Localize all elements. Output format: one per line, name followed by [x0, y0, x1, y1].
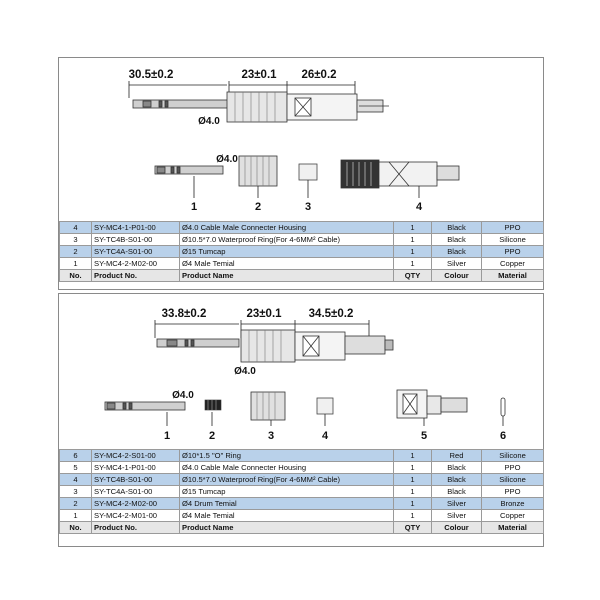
cell-no: 3 [60, 486, 92, 498]
cell-no: 1 [60, 510, 92, 522]
cell-product-name: Ø4.0 Cable Male Connecter Housing [180, 222, 394, 234]
cell-qty: 1 [394, 474, 432, 486]
part-number: 1 [163, 430, 171, 442]
table-header-row [60, 522, 544, 534]
table-row [60, 234, 544, 246]
assembly-1-drawing [59, 58, 543, 220]
cell-product-no: SY-MC4-2-M02-00 [92, 498, 180, 510]
header-colour: Colour [432, 270, 482, 282]
tumcap-part-drawing [251, 392, 285, 420]
part-number: 5 [420, 430, 428, 442]
cell-colour: Red [432, 450, 482, 462]
cell-material: Silicone [482, 450, 544, 462]
assembly-panel-1 [58, 57, 544, 290]
o-ring-part-drawing [501, 398, 505, 416]
cell-qty: 1 [394, 222, 432, 234]
header-qty: QTY [394, 270, 432, 282]
table-row [60, 246, 544, 258]
cell-product-no: SY-MC4-1-P01-00 [92, 462, 180, 474]
cell-material: Copper [482, 510, 544, 522]
cell-product-no: SY-MC4-1-P01-00 [92, 222, 180, 234]
dimension-label: 23±0.1 [246, 308, 282, 320]
assembly-2-svg [59, 294, 543, 448]
header-product-no: Product No. [92, 522, 180, 534]
dimension-label: 33.8±0.2 [161, 308, 207, 320]
cell-material: PPO [482, 246, 544, 258]
cell-product-name: Ø10*1.5 "O" Ring [180, 450, 394, 462]
part-number: 6 [499, 430, 507, 442]
housing-part-drawing [341, 160, 459, 188]
table-header-row [60, 270, 544, 282]
tumcap-part-drawing [239, 156, 277, 186]
table-row [60, 462, 544, 474]
cell-product-no: SY-MC4-2-M02-00 [92, 258, 180, 270]
header-no: No. [60, 270, 92, 282]
cell-material: Silicone [482, 474, 544, 486]
cell-product-name: Ø15 Tumcap [180, 486, 394, 498]
part-number: 4 [321, 430, 329, 442]
cell-colour: Silver [432, 510, 482, 522]
cell-product-name: Ø10.5*7.0 Waterproof Ring(For 4-6MM² Cable) [180, 474, 394, 486]
header-product-no: Product No. [92, 270, 180, 282]
dimension-label: 34.5±0.2 [308, 308, 354, 320]
cell-product-name: Ø4 Male Temial [180, 258, 394, 270]
cell-product-no: SY-MC4-2-M01-00 [92, 510, 180, 522]
cell-product-name: Ø10.5*7.0 Waterproof Ring(For 4-6MM² Cable) [180, 234, 394, 246]
cell-qty: 1 [394, 498, 432, 510]
part-number: 2 [254, 201, 262, 213]
part-number: 3 [304, 201, 312, 213]
cell-product-no: SY-TC4A-S01-00 [92, 486, 180, 498]
cell-no: 4 [60, 222, 92, 234]
header-qty: QTY [394, 522, 432, 534]
cell-colour: Black [432, 474, 482, 486]
cell-no: 5 [60, 462, 92, 474]
table-row [60, 258, 544, 270]
cell-product-no: SY-TC4A-S01-00 [92, 246, 180, 258]
assembly-panel-2 [58, 293, 544, 547]
cell-no: 3 [60, 234, 92, 246]
cell-product-name: Ø4 Male Temial [180, 510, 394, 522]
dimension-label: 23±0.1 [241, 69, 277, 81]
cell-qty: 1 [394, 486, 432, 498]
dimension-label: 26±0.2 [301, 69, 337, 81]
header-material: Material [482, 270, 544, 282]
parts-table-2 [59, 449, 544, 534]
cell-qty: 1 [394, 462, 432, 474]
cell-no: 6 [60, 450, 92, 462]
male-terminal-part-drawing [105, 402, 185, 410]
table-row [60, 486, 544, 498]
cell-qty: 1 [394, 246, 432, 258]
header-product-name: Product Name [180, 522, 394, 534]
cell-colour: Silver [432, 258, 482, 270]
cell-product-no: SY-TC4B-S01-00 [92, 474, 180, 486]
housing-part-drawing [397, 390, 467, 418]
parts-table-1 [59, 221, 544, 282]
cell-qty: 1 [394, 234, 432, 246]
cell-qty: 1 [394, 258, 432, 270]
cell-material: PPO [482, 462, 544, 474]
part-number: 2 [208, 430, 216, 442]
cell-colour: Black [432, 234, 482, 246]
part-number: 1 [190, 201, 198, 213]
waterproof-ring-part-drawing [317, 398, 333, 414]
drum-terminal-part-drawing [205, 400, 221, 410]
dimension-label: 30.5±0.2 [128, 69, 174, 81]
assembly-2-drawing [59, 294, 543, 448]
cell-qty: 1 [394, 450, 432, 462]
cell-material: Bronze [482, 498, 544, 510]
cell-colour: Black [432, 486, 482, 498]
cell-no: 2 [60, 246, 92, 258]
assembly-1-svg [59, 58, 543, 220]
cell-material: Copper [482, 258, 544, 270]
cell-material: PPO [482, 486, 544, 498]
table-row [60, 498, 544, 510]
cell-no: 4 [60, 474, 92, 486]
header-product-name: Product Name [180, 270, 394, 282]
cell-product-no: SY-TC4B-S01-00 [92, 234, 180, 246]
assembled-connector-drawing [133, 92, 389, 122]
cell-colour: Black [432, 246, 482, 258]
cell-material: Silicone [482, 234, 544, 246]
part-number: 3 [267, 430, 275, 442]
header-colour: Colour [432, 522, 482, 534]
cell-colour: Silver [432, 498, 482, 510]
cell-no: 1 [60, 258, 92, 270]
cell-qty: 1 [394, 510, 432, 522]
table-row [60, 474, 544, 486]
cell-colour: Black [432, 462, 482, 474]
cell-product-name: Ø4 Drum Temial [180, 498, 394, 510]
table-row [60, 222, 544, 234]
waterproof-ring-part-drawing [299, 164, 317, 180]
cell-product-no: SY-MC4-2-S01-00 [92, 450, 180, 462]
diameter-label: Ø4.0 [234, 366, 256, 377]
table-row [60, 450, 544, 462]
assembled-connector-drawing [157, 330, 393, 362]
cell-product-name: Ø4.0 Cable Male Connecter Housing [180, 462, 394, 474]
cell-product-name: Ø15 Tumcap [180, 246, 394, 258]
diameter-label: Ø4.0 [216, 154, 238, 165]
table-row [60, 510, 544, 522]
cell-colour: Black [432, 222, 482, 234]
diameter-label: Ø4.0 [172, 390, 194, 401]
part-number: 4 [415, 201, 423, 213]
header-no: No. [60, 522, 92, 534]
terminal-part-drawing [155, 166, 223, 174]
header-material: Material [482, 522, 544, 534]
cell-material: PPO [482, 222, 544, 234]
part-leader-lines [167, 412, 503, 426]
cell-no: 2 [60, 498, 92, 510]
diameter-label: Ø4.0 [198, 116, 220, 127]
